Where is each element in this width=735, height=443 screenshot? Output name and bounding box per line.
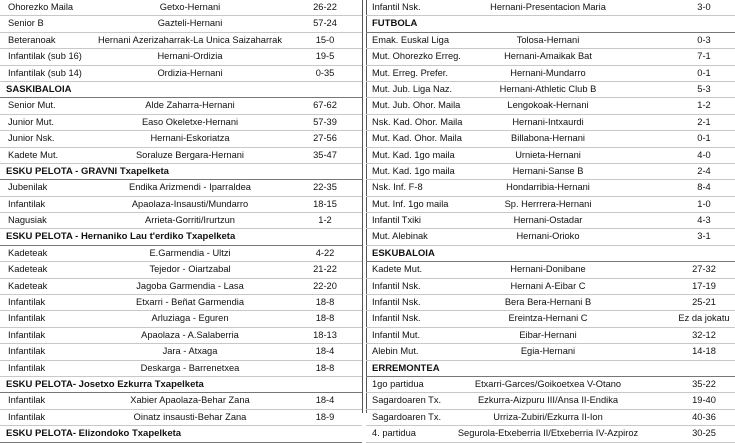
result-row — [366, 66, 735, 82]
match-cell: Ordizia-Hernani — [157, 67, 223, 78]
result-row — [366, 0, 735, 16]
score-cell: 19-40 — [692, 395, 716, 406]
score-cell: 1-2 — [318, 215, 332, 226]
score-cell: 0-35 — [315, 67, 335, 78]
score-cell: 26-22 — [313, 2, 337, 12]
result-row — [0, 115, 362, 131]
category-cell: Infantilak — [8, 346, 46, 357]
match-cell: Bera Bera-Hernani B — [504, 297, 592, 308]
match-cell: Ezkurra-Aizpuru III/Ansa II-Endika — [477, 395, 619, 406]
match-cell: Hernani-Ostadar — [513, 215, 583, 226]
match-cell: Billabona-Hernani — [511, 133, 585, 144]
result-row — [0, 410, 362, 426]
category-cell: Infantilak (sub 16) — [8, 51, 82, 62]
match-cell: Arrieta-Gorriti/Irurtzun — [145, 215, 235, 226]
score-cell: 35-22 — [692, 378, 716, 389]
result-row — [0, 328, 362, 344]
match-cell: Hernani A-Eibar C — [510, 280, 586, 291]
result-row — [366, 180, 735, 196]
score-cell: 18-15 — [313, 198, 337, 209]
column-divider-left — [362, 0, 363, 413]
match-cell: Ereintza-Hernani C — [508, 313, 588, 324]
match-cell: Hernani-Intxaurdi — [512, 116, 584, 127]
score-cell: 1-0 — [697, 198, 711, 209]
result-row — [366, 426, 735, 442]
score-cell: 0-1 — [697, 133, 711, 144]
result-row — [0, 344, 362, 360]
match-cell: Hernani-Amaikak Bat — [504, 51, 592, 62]
score-cell: 4-3 — [697, 215, 711, 226]
category-cell: Kadete Mut. — [372, 264, 423, 275]
result-row — [0, 246, 362, 262]
result-row — [366, 49, 735, 65]
category-cell: Mut. Inf. 1go maila — [372, 198, 449, 209]
section-heading: SASKIBALOIA — [0, 82, 362, 98]
result-row — [0, 295, 362, 311]
section-heading: ERREMONTEA — [366, 361, 735, 377]
match-cell: Lengokoak-Hernani — [507, 100, 589, 111]
category-cell: Infantilak — [8, 395, 46, 406]
result-row — [366, 148, 735, 164]
category-cell: Beteranoak — [8, 34, 56, 45]
score-cell: 22-35 — [313, 182, 337, 193]
result-row — [366, 344, 735, 360]
category-cell: Nagusiak — [8, 215, 47, 226]
match-cell: Easo Okeletxe-Hernani — [141, 116, 239, 127]
result-row — [0, 0, 362, 16]
score-cell: 18-4 — [315, 346, 335, 357]
category-cell: Sagardoaren Tx. — [372, 411, 442, 422]
match-cell: Jara - Atxaga — [162, 346, 218, 357]
category-cell: Infantilak — [8, 362, 46, 373]
result-row — [0, 311, 362, 327]
category-cell: Jubenilak — [8, 182, 48, 193]
category-cell: Kadete Mut. — [8, 149, 59, 160]
result-row — [366, 410, 735, 426]
score-cell: 57-24 — [313, 18, 337, 29]
result-row — [366, 229, 735, 245]
section-heading: ESKU PELOTA - GRAVNI Txapelketa — [0, 164, 362, 180]
result-row — [0, 262, 362, 278]
score-cell: 35-47 — [313, 149, 337, 160]
match-cell: Apaolaza-Insausti/Mundarro — [131, 198, 249, 209]
match-cell: Hernani-Sanse B — [512, 165, 584, 176]
match-cell: Xabier Apaolaza-Behar Zana — [130, 395, 250, 406]
category-cell: Mut. Kad. 1go maila — [372, 165, 455, 176]
match-cell: Etxarri - Beñat Garmendia — [136, 297, 244, 308]
category-cell: Kadeteak — [8, 280, 48, 291]
category-cell: Alebin Mut. — [372, 346, 419, 357]
match-cell: Deskarga - Barrenetxea — [140, 362, 240, 373]
category-cell: Mut. Kad. Ohor. Maila — [372, 133, 462, 144]
result-row — [366, 82, 735, 98]
score-cell: 32-12 — [692, 329, 716, 340]
result-row — [366, 33, 735, 49]
score-cell: 19-5 — [315, 51, 335, 62]
category-cell: Nsk. Kad. Ohor. Maila — [372, 116, 463, 127]
result-row — [366, 164, 735, 180]
score-cell: 8-4 — [697, 182, 711, 193]
score-cell: 27-56 — [313, 133, 337, 144]
category-cell: Mut. Kad. 1go maila — [372, 149, 455, 160]
section-heading: FUTBOLA — [366, 16, 735, 32]
category-cell: Infantilak — [8, 411, 46, 422]
score-cell: 18-9 — [315, 411, 335, 422]
match-cell: Hernani-Donibane — [510, 264, 586, 275]
result-row — [0, 131, 362, 147]
result-row — [366, 311, 735, 327]
result-row — [366, 295, 735, 311]
category-cell: Mut. Jub. Liga Naz. — [372, 83, 453, 94]
category-cell: Infantil Nsk. — [372, 313, 421, 324]
score-cell: 30-25 — [692, 428, 716, 439]
result-row — [366, 393, 735, 409]
match-cell: Hernani-Ordizia — [157, 51, 223, 62]
category-cell: Infantilak — [8, 329, 46, 340]
result-row — [366, 115, 735, 131]
result-row — [0, 279, 362, 295]
score-cell: 15-0 — [315, 34, 335, 45]
score-cell: 25-21 — [692, 297, 716, 308]
category-cell: Mut. Alebinak — [372, 231, 428, 242]
category-cell: Senior B — [8, 18, 44, 29]
category-cell: Emak. Euskal Liga — [372, 34, 449, 45]
result-row — [0, 148, 362, 164]
result-row — [366, 98, 735, 114]
result-row — [0, 180, 362, 196]
score-cell: 14-18 — [692, 346, 716, 357]
score-cell: 2-4 — [697, 165, 711, 176]
category-cell: Infantil Mut. — [372, 329, 421, 340]
score-cell: Ez da jokatu — [678, 313, 730, 324]
category-cell: Infantil Nsk. — [372, 2, 421, 12]
match-cell: Endika Arizmendi - Iparraldea — [129, 182, 251, 193]
right-results-column — [366, 0, 735, 443]
score-cell: 3-1 — [697, 231, 711, 242]
result-row — [0, 66, 362, 82]
score-cell: 0-1 — [697, 67, 711, 78]
category-cell: Infantilak — [8, 313, 46, 324]
match-cell: Apaolaza - A.Salaberria — [141, 329, 239, 340]
category-cell: Junior Mut. — [8, 116, 54, 127]
match-cell: Hernani-Eskoriatza — [150, 133, 230, 144]
match-cell: Oinatz insausti-Behar Zana — [133, 411, 247, 422]
result-row — [0, 213, 362, 229]
category-cell: Infantil Nsk. — [372, 297, 421, 308]
result-row — [0, 33, 362, 49]
category-cell: Infantil Txiki — [372, 215, 421, 226]
category-cell: Sagardoaren Tx. — [372, 395, 442, 406]
match-cell: Arluziaga - Eguren — [151, 313, 229, 324]
match-cell: Tolosa-Hernani — [516, 34, 580, 45]
score-cell: 40-36 — [692, 411, 716, 422]
score-cell: 5-3 — [697, 83, 711, 94]
match-cell: Gazteli-Hernani — [157, 18, 223, 29]
match-cell: Egia-Hernani — [520, 346, 576, 357]
score-cell: 18-8 — [315, 313, 335, 324]
score-cell: 18-13 — [313, 329, 337, 340]
match-cell: Hernani-Athletic Club B — [499, 83, 597, 94]
section-heading: ESKU PELOTA- Josetxo Ezkurra Txapelketa — [0, 377, 362, 393]
score-cell: 7-1 — [697, 51, 711, 62]
match-cell: Urriza-Zubiri/Ezkurra II-Ion — [493, 411, 603, 422]
category-cell: 1go partidua — [372, 378, 424, 389]
section-heading: ESKUBALOIA — [366, 246, 735, 262]
score-cell: 0-3 — [697, 34, 711, 45]
category-cell: Infantilak — [8, 297, 46, 308]
category-cell: Senior Mut. — [8, 100, 56, 111]
result-row — [366, 197, 735, 213]
left-results-column — [0, 0, 362, 443]
result-row — [0, 98, 362, 114]
score-cell: 57-39 — [313, 116, 337, 127]
score-cell: 18-8 — [315, 297, 335, 308]
score-cell: 18-8 — [315, 362, 335, 373]
result-row — [366, 377, 735, 393]
match-cell: Hernani-Mundarro — [510, 67, 586, 78]
score-cell: 21-22 — [313, 264, 337, 275]
category-cell: Junior Nsk. — [8, 133, 55, 144]
score-cell: 4-22 — [315, 247, 335, 258]
result-row — [0, 16, 362, 32]
category-cell: Kadeteak — [8, 247, 48, 258]
score-cell: 2-1 — [697, 116, 711, 127]
category-cell: Mut. Jub. Ohor. Maila — [372, 100, 461, 111]
match-cell: Hernani-Orioko — [516, 231, 580, 242]
match-cell: Sp. Herrrera-Hernani — [504, 198, 592, 209]
result-row — [0, 361, 362, 377]
score-cell: 4-0 — [697, 149, 711, 160]
result-row — [0, 393, 362, 409]
match-cell: E.Garmendia - Ultzi — [149, 247, 231, 258]
category-cell: Infantilak (sub 14) — [8, 67, 82, 78]
category-cell: Kadeteak — [8, 264, 48, 275]
match-cell: Soraluze Bergara-Hernani — [135, 149, 244, 160]
result-row — [366, 262, 735, 278]
match-cell: Eibar-Hernani — [519, 329, 577, 340]
match-cell: Hondarribia-Hernani — [506, 182, 590, 193]
match-cell: Alde Zaharra-Hernani — [145, 100, 235, 111]
section-heading: ESKU PELOTA- Elizondoko Txapelketa — [0, 426, 362, 442]
match-cell: Getxo-Hernani — [159, 2, 221, 12]
match-cell: Tejedor - Oiartzabal — [149, 264, 231, 275]
category-cell: 4. partidua — [372, 428, 416, 439]
score-cell: 17-19 — [692, 280, 716, 291]
result-row — [366, 328, 735, 344]
section-heading: ESKU PELOTA - Hernaniko Lau t'erdiko Txapelketa — [0, 229, 362, 245]
score-cell: 18-4 — [315, 395, 335, 406]
category-cell: Nsk. Inf. F-8 — [372, 182, 423, 193]
result-row — [0, 49, 362, 65]
score-cell: 67-62 — [313, 100, 337, 111]
result-row — [366, 279, 735, 295]
match-cell: Jagoba Garmendia - Lasa — [136, 280, 244, 291]
score-cell: 3-0 — [697, 2, 711, 12]
category-cell: Mut. Ohorezko Erreg. — [372, 51, 461, 62]
match-cell: Etxarri-Garces/Goikoetxea V-Otano — [474, 378, 622, 389]
category-cell: Infantilak — [8, 198, 46, 209]
result-row — [0, 197, 362, 213]
category-cell: Infantil Nsk. — [372, 280, 421, 291]
score-cell: 22-20 — [313, 280, 337, 291]
match-cell: Hernani Azerizaharrak-La Unica Saizaharrak — [98, 34, 282, 45]
result-row — [366, 131, 735, 147]
score-cell: 1-2 — [697, 100, 711, 111]
category-cell: Ohorezko Maila — [8, 2, 74, 12]
category-cell: Mut. Erreg. Prefer. — [372, 67, 448, 78]
result-row — [366, 213, 735, 229]
match-cell: Urnieta-Hernani — [515, 149, 581, 160]
match-cell: Segurola-Etxeberria II/Etxeberria IV-Azpiroz — [457, 428, 639, 439]
match-cell: Hernani-Presentacion Maria — [490, 2, 606, 12]
score-cell: 27-32 — [692, 264, 716, 275]
